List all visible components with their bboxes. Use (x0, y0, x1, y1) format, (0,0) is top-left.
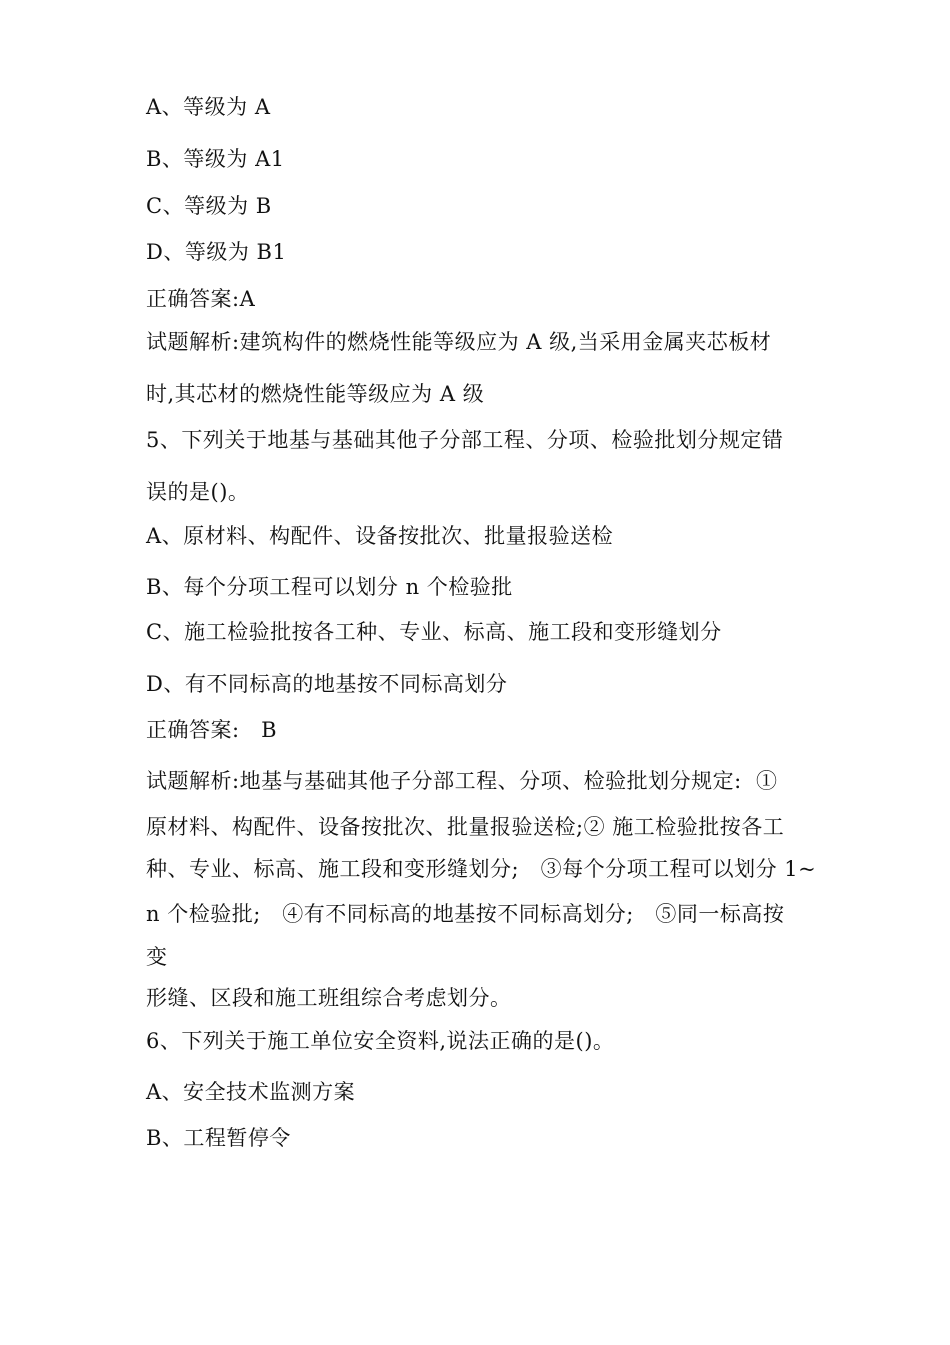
q4-option-b: B、等级为 A1 (146, 147, 285, 171)
q5-analysis-line-5: 变 (146, 945, 168, 969)
q5-question-line-1: 5、下列关于地基与基础其他子分部工程、分项、检验批划分规定错 (146, 428, 784, 452)
q5-option-b: B、每个分项工程可以划分 n 个检验批 (146, 575, 513, 599)
q5-analysis-line-3: 种、专业、标高、施工段和变形缝划分; ③每个分项工程可以划分 1~ (146, 857, 817, 881)
q6-question: 6、下列关于施工单位安全资料,说法正确的是()。 (146, 1029, 615, 1053)
q5-option-c: C、施工检验批按各工种、专业、标高、施工段和变形缝划分 (146, 620, 722, 644)
q4-analysis-line-2: 时,其芯材的燃烧性能等级应为 A 级 (146, 382, 485, 406)
q4-option-d: D、等级为 B1 (146, 240, 287, 264)
q5-question-line-2: 误的是()。 (146, 480, 250, 504)
q4-option-a: A、等级为 A (146, 95, 271, 119)
q5-analysis-line-1: 试题解析:地基与基础其他子分部工程、分项、检验批划分规定: ① (146, 769, 778, 793)
q4-analysis-line-1: 试题解析:建筑构件的燃烧性能等级应为 A 级,当采用金属夹芯板材 (146, 330, 772, 354)
q6-option-b: B、工程暂停令 (146, 1126, 291, 1150)
q4-option-c: C、等级为 B (146, 194, 272, 218)
q6-option-a: A、安全技术监测方案 (146, 1080, 356, 1104)
q5-option-a: A、原材料、构配件、设备按批次、批量报验送检 (146, 524, 614, 548)
q5-analysis-line-2: 原材料、构配件、设备按批次、批量报验送检;② 施工检验批按各工 (146, 815, 785, 839)
q5-option-d: D、有不同标高的地基按不同标高划分 (146, 672, 508, 696)
q5-analysis-line-6: 形缝、区段和施工班组综合考虑划分。 (146, 986, 512, 1010)
q5-analysis-line-4: n 个检验批; ④有不同标高的地基按不同标高划分; ⑤同一标高按 (146, 902, 785, 926)
q4-answer: 正确答案:A (146, 287, 256, 311)
q5-answer: 正确答案: B (146, 718, 278, 742)
